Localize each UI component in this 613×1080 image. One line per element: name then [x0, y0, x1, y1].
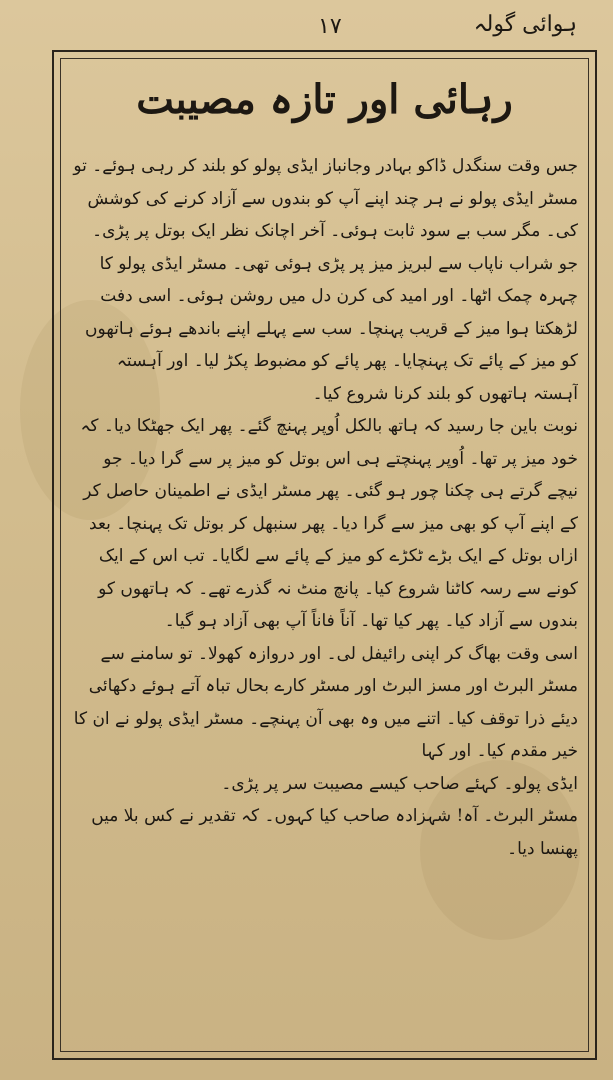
dialogue-line: مسٹر البرٹ۔ آہ! شہزادہ صاحب کیا کہوں۔ کہ تقدیر نے کس بلا میں پھنسا دیا۔ — [91, 806, 578, 859]
paragraph: اسی وقت بھاگ کر اپنی رائیفل لی۔ اور دروازہ کھولا۔ تو سامنے سے مسٹر البرٹ اور مسز البرٹ اور مسٹر کارے بحال تباہ آتے ہوئے دکھائی دیئے ذرا توقف کیا۔ اتنے میں وہ بھی آن پہنچے۔ مسٹر ایڈی پولو نے ان کا خیر مقدم کیا۔ اور کہا — [73, 643, 578, 761]
dialogue-line: ایڈی پولو۔ کہئے صاحب کیسے مصیبت سر پر پڑی۔ — [221, 773, 578, 794]
chapter-title: رہائی اور تازہ مصیبت — [136, 76, 513, 123]
running-title: ہوائی گولہ — [473, 12, 577, 37]
body-text — [72, 150, 578, 1050]
paragraph: جس وقت سنگدل ڈاکو بہادر وجانباز ایڈی پولو کو بلند کر رہی ہوئے۔ تو مسٹر ایڈی پولو نے ہر چند اپنے آپ کو بندوں سے آزاد کرنے کی کوشش کی۔ مگر سب بے سود ثابت ہوئی۔ آخر اچانک نظر ایک بوتل پر پڑی۔ جو شراب ناپاب سے لبریز میز پر پڑی ہوئی تھی۔ مسٹر ایڈی پولو کا چہرہ چمک اٹھا۔ اور امید کی کرن دل میں روشن ہوئی۔ اسی دفت لڑھکتا ہوا میز کے قریب پہنچا۔ سب سے پہلے اپنے باندھے ہوئے ہاتھوں کو میز کے پائے تک پہنچایا۔ پھر پائے کو مضبوط پکڑ لیا۔ اور آہستہ آہستہ ہاتھوں کو بلند کرنا شروع کیا۔ — [73, 156, 578, 404]
page-header — [0, 8, 613, 48]
page-number: ۱۷ — [318, 14, 342, 39]
paragraph: نوبت باین جا رسید کہ ہاتھ بالکل اُوپر پہنچ گئے۔ پھر ایک جھٹکا دیا۔ کہ خود میز پر تھا۔ اُوپر پہنچتے ہی اس بوتل کو میز پر سے گرا دیا۔ جو نیچے گرتے ہی چکنا چور ہو گئی۔ پھر مسٹر ایڈی نے اطمینان حاصل کر کے اپنے آپ کو بھی میز سے گرا دیا۔ پھر سنبھل کر بوتل تک پہنچا۔ بعد ازاں بوتل کے ایک بڑے ٹکڑے کو میز کے پائے سے لگایا۔ تب اس کے ایک کونے سے رسہ کاٹنا شروع کیا۔ پانچ منٹ نہ گذرے تھے۔ کہ ہاتھوں کو بندوں سے آزاد کیا۔ پھر کیا تھا۔ آناً فاناً آپ بھی آزاد ہو گیا۔ — [80, 416, 578, 631]
